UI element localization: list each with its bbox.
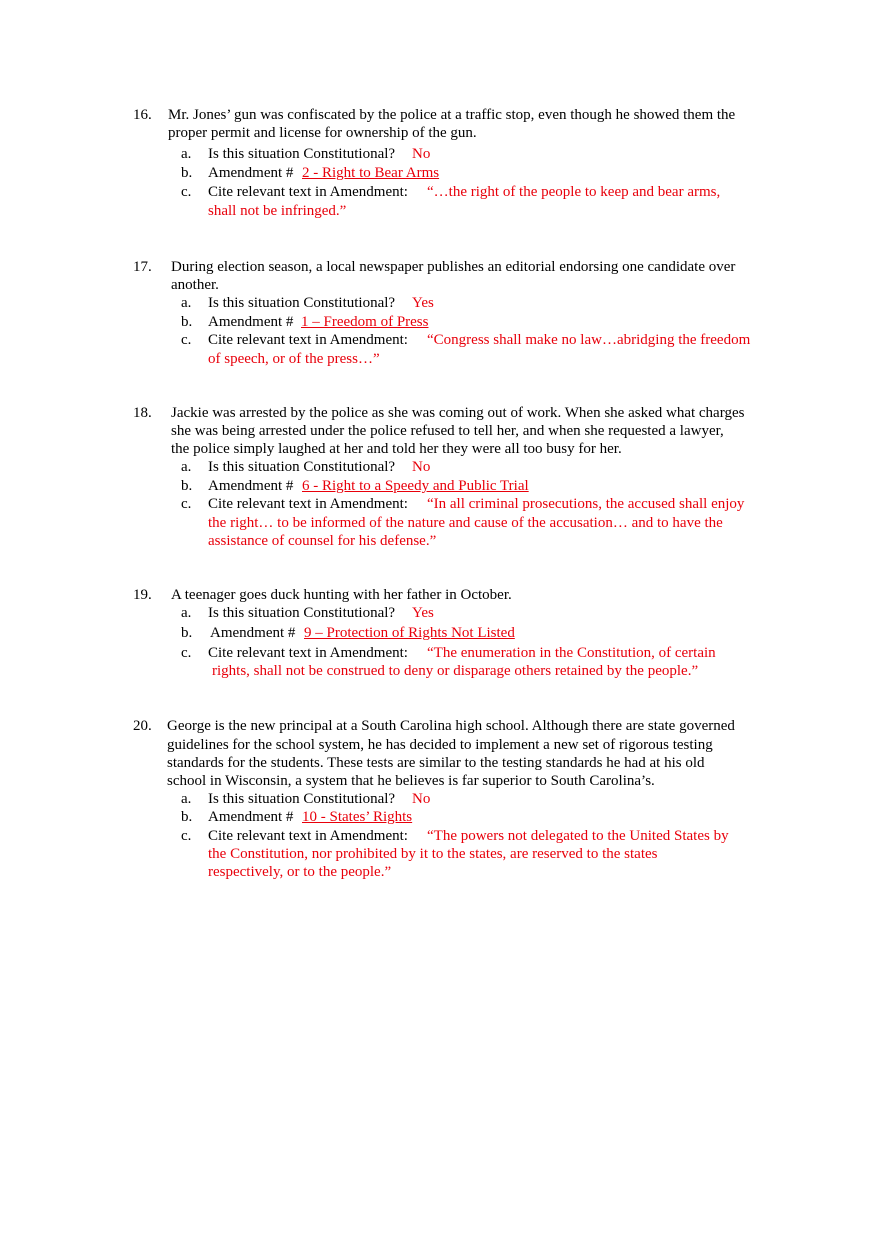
amendment-citation-line: “Congress shall make no law…abridging the freedom	[427, 332, 751, 348]
amendment-answer: 6 - Right to a Speedy and Public Trial	[302, 478, 529, 494]
question-prompt-line: George is the new principal at a South Carolina high school. Although there are state governed	[167, 718, 735, 734]
sub-a-text: Is this situation Constitutional?	[208, 605, 396, 621]
sub-c-text: Cite relevant text in Amendment:	[208, 184, 408, 200]
sub-a-text: Is this situation Constitutional?	[208, 295, 396, 311]
sub-a-label: a.	[181, 146, 192, 162]
sub-a-label: a.	[181, 459, 192, 475]
question-number: 20.	[133, 718, 152, 734]
sub-c-label: c.	[181, 184, 192, 200]
sub-c-text: Cite relevant text in Amendment:	[208, 828, 408, 844]
amendment-citation-line: the Constitution, nor prohibited by it to the states, are reserved to the states	[208, 846, 658, 862]
constitutional-answer: Yes	[412, 605, 434, 621]
amendment-citation-line: “The enumeration in the Constitution, of certain	[427, 645, 716, 661]
question-number: 17.	[133, 259, 152, 275]
amendment-citation-line: rights, shall not be construed to deny or disparage others retained by the people.”	[212, 663, 699, 679]
constitutional-answer: No	[412, 791, 431, 807]
question-prompt-line: she was being arrested under the police refused to tell her, and when she requested a lawyer,	[171, 423, 724, 439]
sub-c-text: Cite relevant text in Amendment:	[208, 496, 408, 512]
question-prompt-line: guidelines for the school system, he has decided to implement a new set of rigorous testing	[167, 737, 713, 753]
amendment-citation-line: “In all criminal prosecutions, the accused shall enjoy	[427, 496, 745, 512]
sub-b-text: Amendment #	[208, 165, 294, 181]
constitutional-answer: No	[412, 459, 431, 475]
question-prompt-line: During election season, a local newspaper publishes an editorial endorsing one candidate over	[171, 259, 736, 275]
amendment-citation-line: “The powers not delegated to the United States by	[427, 828, 729, 844]
question-number: 19.	[133, 587, 152, 603]
sub-c-text: Cite relevant text in Amendment:	[208, 332, 408, 348]
sub-b-text: Amendment #	[210, 625, 296, 641]
sub-c-text: Cite relevant text in Amendment:	[208, 645, 408, 661]
sub-b-label: b.	[181, 478, 193, 494]
constitutional-answer: No	[412, 146, 431, 162]
amendment-answer: 2 - Right to Bear Arms	[302, 165, 440, 181]
amendment-answer: 1 – Freedom of Press	[301, 314, 429, 330]
sub-a-label: a.	[181, 791, 192, 807]
sub-b-label: b.	[181, 625, 193, 641]
sub-b-label: b.	[181, 165, 193, 181]
question-number: 18.	[133, 405, 152, 421]
sub-b-text: Amendment #	[208, 314, 294, 330]
amendment-answer: 10 - States’ Rights	[302, 809, 413, 825]
sub-a-text: Is this situation Constitutional?	[208, 791, 396, 807]
question-prompt-line: proper permit and license for ownership of the gun.	[168, 125, 477, 141]
sub-c-label: c.	[181, 332, 192, 348]
amendment-citation-line: respectively, or to the people.”	[208, 864, 392, 880]
sub-b-text: Amendment #	[208, 478, 294, 494]
sub-c-label: c.	[181, 496, 192, 512]
sub-b-text: Amendment #	[208, 809, 294, 825]
question-prompt-line: A teenager goes duck hunting with her father in October.	[171, 587, 512, 603]
amendment-citation-line: of speech, or of the press…”	[208, 351, 380, 367]
amendment-citation-line: assistance of counsel for his defense.”	[208, 533, 437, 549]
sub-a-text: Is this situation Constitutional?	[208, 146, 396, 162]
sub-a-text: Is this situation Constitutional?	[208, 459, 396, 475]
question-prompt-line: school in Wisconsin, a system that he believes is far superior to South Carolina’s.	[167, 773, 655, 789]
sub-a-label: a.	[181, 605, 192, 621]
sub-b-label: b.	[181, 314, 193, 330]
amendment-citation-line: the right… to be informed of the nature and cause of the accusation… and to have the	[208, 515, 723, 531]
question-prompt-line: standards for the students. These tests are similar to the testing standards he had at his old	[167, 755, 705, 771]
question-prompt-line: another.	[171, 277, 219, 293]
amendment-citation-line: “…the right of the people to keep and bear arms,	[427, 184, 721, 200]
sub-b-label: b.	[181, 809, 193, 825]
sub-a-label: a.	[181, 295, 192, 311]
question-prompt-line: Mr. Jones’ gun was confiscated by the police at a traffic stop, even though he showed them the	[168, 107, 736, 123]
question-number: 16.	[133, 107, 152, 123]
amendment-citation-line: shall not be infringed.”	[208, 203, 347, 219]
sub-c-label: c.	[181, 645, 192, 661]
question-prompt-line: the police simply laughed at her and told her they were all too busy for her.	[171, 441, 622, 457]
constitutional-answer: Yes	[412, 295, 434, 311]
question-prompt-line: Jackie was arrested by the police as she was coming out of work. When she asked what charges	[171, 405, 745, 421]
sub-c-label: c.	[181, 828, 192, 844]
amendment-answer: 9 – Protection of Rights Not Listed	[304, 625, 515, 641]
